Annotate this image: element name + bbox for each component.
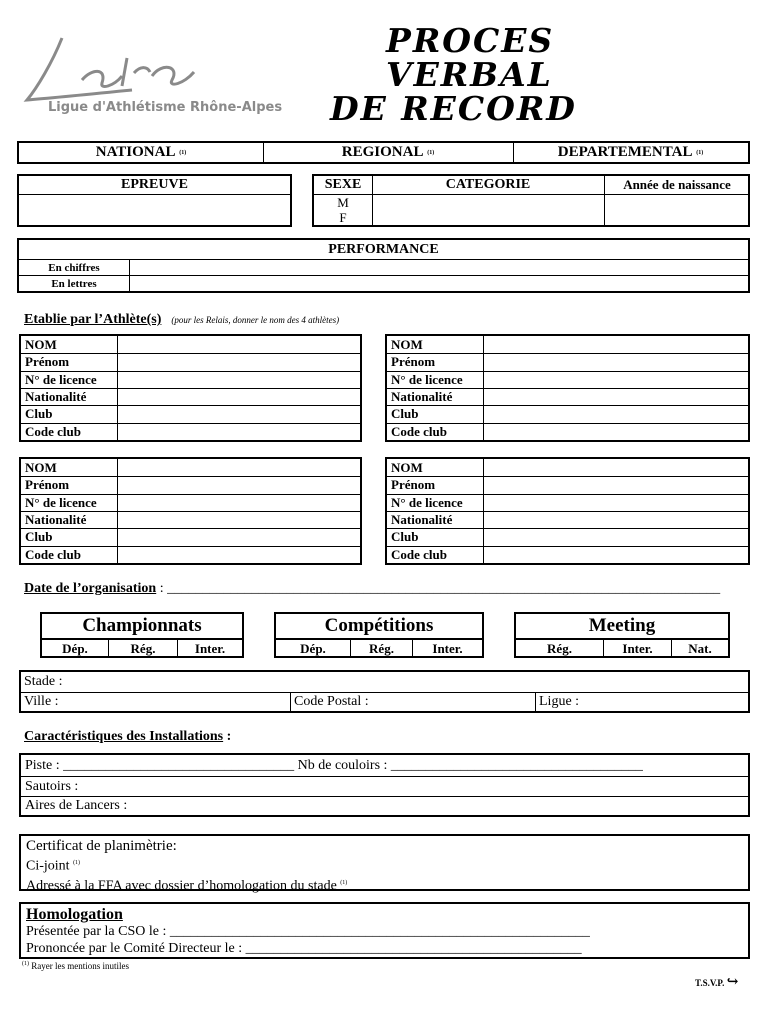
title-line-1: PROCES <box>386 21 555 60</box>
performance-header: PERFORMANCE <box>328 241 439 257</box>
group-meeting <box>514 612 730 658</box>
group-championnats <box>40 612 244 658</box>
athlete-field-label: Prénom <box>391 477 436 493</box>
homologation-title: Homologation <box>26 906 123 923</box>
certificat-box <box>19 834 750 894</box>
annee-header: Année de naissance <box>623 177 731 192</box>
athlete-field-input[interactable] <box>484 494 748 511</box>
piste-field[interactable]: Piste : _________________________________ Nb de couloirs : ____________________________________ <box>25 757 643 773</box>
level-departemental[interactable]: DEPARTEMENTAL (1) <box>557 144 704 160</box>
sexe-m[interactable]: M <box>337 194 349 210</box>
athlete-field-label: NOM <box>391 337 423 352</box>
athlete-field-label: NOM <box>391 460 423 475</box>
athlete-field-input[interactable] <box>484 353 748 370</box>
athlete-table-3 <box>19 457 362 565</box>
athlete-field-input[interactable] <box>118 511 360 528</box>
meeting-title: Meeting <box>588 615 656 636</box>
athlete-field-label: Code club <box>391 546 447 562</box>
athlete-field-input[interactable] <box>118 528 360 545</box>
categorie-field[interactable] <box>373 195 604 225</box>
athlete-field-label: Club <box>391 529 419 545</box>
athlete-table-2 <box>385 334 750 442</box>
sautoirs-field[interactable]: Sautoirs : <box>25 778 79 794</box>
athlete-field-input[interactable] <box>118 546 360 563</box>
competitions-inter[interactable]: Inter. <box>413 638 482 656</box>
athlete-field-label: Prénom <box>25 354 70 370</box>
athlete-field-label: Club <box>25 406 53 422</box>
performance-chiffres-field[interactable] <box>130 260 748 275</box>
athlete-field-input[interactable] <box>484 336 748 353</box>
sexe-f[interactable]: F <box>339 209 347 225</box>
homologation-prononcee[interactable]: Prononcée par le Comité Directeur le : ________________________________________________ <box>26 941 582 956</box>
athlete-field-label: N° de licence <box>391 371 463 387</box>
meeting-inter[interactable]: Inter. <box>604 638 672 656</box>
competitions-reg[interactable]: Rég. <box>351 638 413 656</box>
competitions-title: Compétitions <box>324 615 434 636</box>
athlete-field-input[interactable] <box>484 459 748 476</box>
athlete-field-label: Club <box>25 529 53 545</box>
athlete-field-label: NOM <box>25 460 57 475</box>
athlete-field-label: Club <box>391 406 419 422</box>
competitions-dep[interactable]: Dép. <box>276 638 351 656</box>
athlete-field-input[interactable] <box>484 546 748 563</box>
event-table-epreuve <box>17 174 292 227</box>
athlete-field-input[interactable] <box>118 423 360 440</box>
certificat-adresse[interactable]: Adressé à la FFA avec dossier d’homologation du stade $^{(1)}$ <box>26 878 348 894</box>
code-postal-field[interactable]: Code Postal : <box>294 694 369 709</box>
meeting-reg[interactable]: Rég. <box>516 638 604 656</box>
athlete-field-input[interactable] <box>118 459 360 476</box>
athlete-field-input[interactable] <box>484 405 748 422</box>
performance-lettres-field[interactable] <box>130 276 748 291</box>
sexe-header: SEXE <box>324 177 362 192</box>
installations-heading: Caractéristiques des Installations : <box>24 729 232 744</box>
athlete-field-input[interactable] <box>118 476 360 493</box>
athlete-field-label: Code club <box>391 423 447 439</box>
athlete-field-label: N° de licence <box>25 371 97 387</box>
athlete-field-label: Code club <box>25 546 81 562</box>
ligue-field[interactable]: Ligue : <box>539 694 580 709</box>
lancers-field[interactable]: Aires de Lancers : <box>25 798 128 813</box>
tsvp: T.S.V.P. ↪ <box>695 975 739 990</box>
championnats-reg[interactable]: Rég. <box>109 638 178 656</box>
athlete-field-input[interactable] <box>484 371 748 388</box>
annee-field[interactable] <box>605 195 748 225</box>
certificat-cijoint[interactable]: Ci-joint $^{(1)}$ <box>26 858 81 874</box>
athlete-field-label: Nationalité <box>391 512 453 527</box>
athlete-field-input[interactable] <box>118 336 360 353</box>
installations-table <box>19 753 750 817</box>
level-row <box>17 141 750 164</box>
level-regional[interactable]: REGIONAL (1) <box>341 144 435 160</box>
athlete-table-4 <box>385 457 750 565</box>
athlete-field-label: Nationalité <box>25 512 87 527</box>
title-line-2: VERBAL <box>386 55 553 94</box>
athlete-field-label: Nationalité <box>25 389 87 404</box>
athlete-field-label: N° de licence <box>391 494 463 510</box>
certificat-title: Certificat de planimètrie: <box>26 838 177 854</box>
athlete-field-input[interactable] <box>484 511 748 528</box>
athletes-heading: Etablie par l’Athlète(s) (pour les Relais, donner le nom des 4 athlètes) <box>24 312 340 327</box>
epreuve-field[interactable] <box>19 195 290 225</box>
championnats-inter[interactable]: Inter. <box>178 638 242 656</box>
logo-swoosh-icon <box>22 28 282 108</box>
athlete-field-label: Nationalité <box>391 389 453 404</box>
performance-chiffres-label: En chiffres <box>48 261 100 274</box>
athlete-field-input[interactable] <box>118 388 360 405</box>
ville-field[interactable]: Ville : <box>24 694 59 709</box>
athlete-field-label: Prénom <box>25 477 70 493</box>
athlete-field-label: Prénom <box>391 354 436 370</box>
group-competitions <box>274 612 484 658</box>
homologation-box <box>19 902 750 959</box>
logo <box>22 28 282 118</box>
homologation-presentee[interactable]: Présentée par la CSO le : ____________________________________________________________ <box>26 924 590 939</box>
athlete-field-input[interactable] <box>118 371 360 388</box>
athlete-field-input[interactable] <box>484 476 748 493</box>
athlete-field-input[interactable] <box>484 423 748 440</box>
performance-table <box>17 238 750 293</box>
turn-page-icon: ↪ <box>726 975 739 990</box>
stade-field[interactable]: Stade : <box>24 674 63 689</box>
title-line-3: DE RECORD <box>330 89 577 128</box>
event-table-details <box>312 174 750 227</box>
athlete-table-1 <box>19 334 362 442</box>
athlete-field-input[interactable] <box>118 405 360 422</box>
championnats-title: Championnats <box>82 615 202 636</box>
athlete-field-input[interactable] <box>484 528 748 545</box>
athlete-field-input[interactable] <box>484 388 748 405</box>
athlete-field-input[interactable] <box>118 353 360 370</box>
footnote: $^{(1)}$ Rayer les mentions inutiles <box>22 961 129 971</box>
athlete-field-label: Code club <box>25 423 81 439</box>
page-title <box>330 21 710 128</box>
athlete-field-input[interactable] <box>118 494 360 511</box>
performance-lettres-label: En lettres <box>51 277 97 290</box>
level-national[interactable]: NATIONAL (1) <box>95 144 187 160</box>
athlete-field-label: NOM <box>25 337 57 352</box>
epreuve-header: EPREUVE <box>121 177 188 192</box>
date-organisation[interactable]: Date de l’organisation : _______________________________________________________________________________ <box>24 581 721 596</box>
logo-subtitle: Ligue d'Athlétisme Rhône-Alpes <box>48 100 283 115</box>
meeting-nat[interactable]: Nat. <box>672 638 728 656</box>
categorie-header: CATEGORIE <box>445 177 531 192</box>
athlete-field-label: N° de licence <box>25 494 97 510</box>
venue-table <box>19 670 750 713</box>
championnats-dep[interactable]: Dép. <box>42 638 109 656</box>
